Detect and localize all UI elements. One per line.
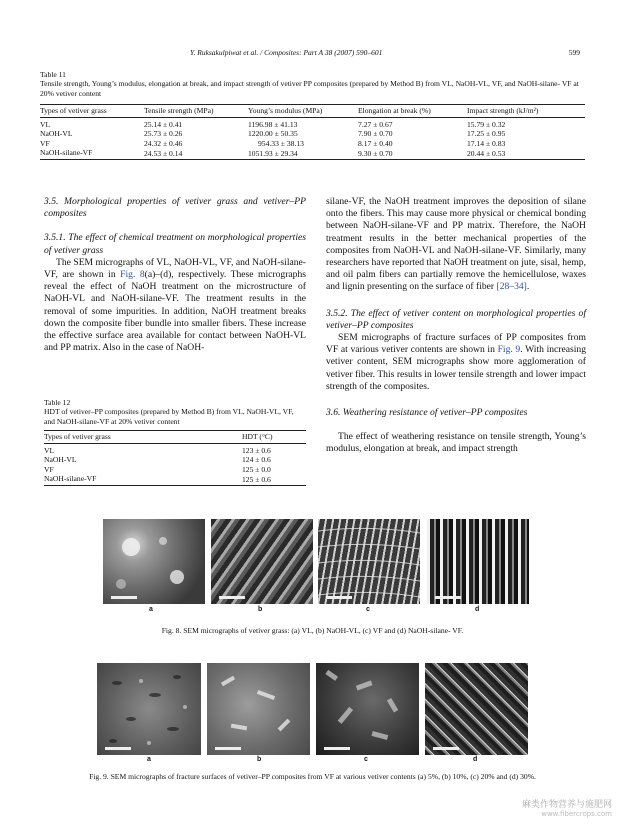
table12-header: HDT (°C): [242, 432, 273, 441]
text: . With increasing vetiver content, SEM micrographs show more agglomeration of vetiver fiber. This results in lower tensile strength and lower impact strength of the composites.: [326, 344, 586, 392]
table-cell: 9.30 ± 0.70: [358, 148, 393, 158]
table-cell: VF: [44, 464, 54, 474]
table-cell: VL: [40, 119, 51, 129]
table-cell: 7.27 ± 0.67: [358, 119, 393, 129]
table-cell: 24.53 ± 0.14: [144, 148, 183, 158]
reference-link[interactable]: [28–34]: [496, 281, 527, 293]
sem-texture: [316, 663, 419, 755]
table-cell: NaOH-silane-VF: [40, 148, 93, 158]
table-cell: 17.25 ± 0.95: [467, 129, 506, 139]
section-heading-3-5: 3.5. Morphological properties of vetiver grass and vetiver–PP composites: [44, 196, 306, 220]
fig8-panel-a: [103, 519, 205, 604]
table11-header: Young’s modulus (MPa): [248, 106, 323, 115]
fig9-panel-a: [97, 663, 201, 755]
panel-label: d: [475, 606, 480, 613]
fig9-link[interactable]: Fig. 9: [497, 344, 521, 356]
scale-bar: [435, 596, 461, 599]
scale-bar: [326, 596, 352, 599]
table-cell: NaOH-silane-VF: [44, 474, 97, 484]
text: silane-VF, the NaOH treatment improves the deposition of silane onto the fibers. This may cause more physical or chemical bonding between NaOH-silane-VF and PP matrix. Therefore, the NaOH treatment results in the better mechanical properties of the composites from NaOH-VL and NaOH-silane-VF. Similarly, many researchers have reported that NaOH treatment on jute, sisal, hemp, and oil palm fibers can partially remove the hemicellulose, waxes and lignin presenting on the surface of fiber: [326, 196, 586, 293]
panel-label: a: [149, 606, 153, 613]
fig8-caption: Fig. 8. SEM micrographs of vetiver grass: (a) VL, (b) NaOH-VL, (c) VF and (d) NaOH-silane- VF.: [161, 626, 464, 635]
table-cell: 25.73 ± 0.26: [144, 129, 183, 139]
table-row: [40, 117, 585, 129]
text: The SEM micrographs of VL, NaOH-VL, VF, and NaOH-silane-VF, are shown in: [44, 256, 306, 281]
table-cell: 25.14 ± 0.41: [144, 119, 183, 129]
section-heading-3-5-2: 3.5.2. The effect of vetiver content on morphological properties of vetiver–PP composites: [326, 307, 586, 331]
fig9-panel-c: [316, 663, 419, 755]
panel-label: c: [366, 606, 370, 613]
sem-texture: [103, 519, 205, 604]
table-cell: NaOH-VL: [40, 129, 73, 139]
sem-texture: [97, 663, 201, 755]
paragraph: The effect of weathering resistance on tensile strength, Young’s modulus, elongation at break, and impact strength: [326, 431, 586, 455]
table-cell: 20.44 ± 0.53: [467, 148, 506, 158]
scale-bar: [105, 747, 131, 750]
table-cell: 123 ± 0.6: [242, 445, 271, 455]
table11-header-row: [40, 105, 585, 118]
text: (a)–(d), respectively. These micrographs reveal the effect of NaOH treatment on the microstructure of NaOH-VL and NaOH-silane-VF. The treatment results in the removal of some impurities. In addition, NaOH treatment breaks down the composite fiber bundle into smaller fibers. These increase the effective surface area available for contact between NaOH-VL and PP matrix. Also in the case of NaOH-: [44, 269, 306, 354]
paragraph: [44, 257, 306, 355]
table11-header: Tensile strength (MPa): [144, 106, 214, 115]
table11-header: Types of vetiver grass: [40, 106, 107, 115]
paragraph: [326, 196, 586, 294]
table12-label: Table 12: [44, 398, 71, 407]
table-cell: NaOH-VL: [44, 455, 77, 465]
scale-bar: [111, 596, 137, 599]
fig8-panel-c: [318, 519, 420, 604]
text: SEM micrographs of fracture surfaces of PP composites from VF at various vetiver contents are shown in: [326, 332, 586, 356]
table-cell: 125 ± 0.0: [242, 464, 271, 474]
sem-texture: [318, 519, 420, 604]
table12-caption-block: [44, 398, 306, 426]
panel-label: d: [473, 756, 478, 763]
table-cell: 24.32 ± 0.46: [144, 138, 183, 148]
table-cell: 8.17 ± 0.40: [358, 138, 393, 148]
fig8-panel-d: [427, 519, 529, 604]
table11-label: Table 11: [40, 70, 66, 79]
section-heading-3-6: 3.6. Weathering resistance of vetiver–PP composites: [326, 407, 528, 419]
table-cell: 125 ± 0.6: [242, 474, 271, 484]
paragraph: [326, 332, 586, 393]
text: .: [526, 281, 530, 293]
table11-caption: Tensile strength, Young’s modulus, elongation at break, and impact strength of vetiver PP composites (prepared by Method B) from VL, NaOH-VL, VF, and NaOH-silane- VF at 20% vetiver content: [40, 79, 579, 98]
table-row: [44, 465, 306, 475]
panel-label: b: [257, 756, 262, 763]
table-cell: 1220.00 ± 50.35: [248, 129, 298, 139]
section-heading-3-5-1: 3.5.1. The effect of chemical treatment on morphological properties of vetiver grass: [44, 232, 306, 256]
scale-bar: [219, 596, 245, 599]
fig9-caption: Fig. 9. SEM micrographs of fracture surfaces of vetiver–PP composites from VF at various vetiver contents (a) 5%, (b) 10%, (c) 20% and (d) 30%.: [89, 772, 536, 781]
watermark-cn: 麻类作物营养与施肥网: [521, 800, 612, 810]
table11-header: Elongation at break (%): [358, 106, 431, 115]
table12-caption: HDT of vetiver–PP composites (prepared by Method B) from VL, NaOH-VL, VF, and NaOH-silane-VF at 20% vetiver content: [44, 407, 294, 426]
table-cell: 1196.98 ± 41.13: [248, 119, 298, 129]
table-cell: 17.14 ± 0.83: [467, 138, 506, 148]
panel-label: c: [364, 756, 368, 763]
table-cell: 1051.93 ± 29.34: [248, 148, 298, 158]
table-row: [44, 474, 306, 485]
panel-label: b: [258, 606, 263, 613]
fig9-panel-d: [425, 663, 528, 755]
panel-label: a: [147, 756, 151, 763]
watermark-url: www.fibercrops.com: [541, 810, 612, 818]
table-row: [44, 455, 306, 465]
table12-header-row: [44, 431, 306, 444]
fig8-panel-b: [211, 519, 313, 604]
right-column: [326, 196, 586, 456]
table-cell: VF: [40, 138, 50, 148]
page-number: 599: [568, 48, 580, 57]
table11: [40, 104, 585, 160]
scale-bar: [324, 747, 350, 750]
fig8-link[interactable]: Fig. 8: [120, 269, 145, 281]
table-row: [40, 148, 585, 159]
table12-header: Types of vetiver grass: [44, 432, 111, 441]
running-title: Y. Ruksakulpiwat et al. / Composites: Part A 38 (2007) 590–601: [190, 48, 383, 57]
table-cell: 124 ± 0.6: [242, 455, 271, 465]
table-row: [44, 443, 306, 455]
table-cell: VL: [44, 445, 55, 455]
table12: [44, 430, 306, 486]
table11-header: Impact strength (kJ/m²): [467, 106, 539, 115]
table-cell: 7.90 ± 0.70: [358, 129, 393, 139]
table-row: [40, 129, 585, 139]
fig9-panel-b: [207, 663, 310, 755]
table-cell: 954.33 ± 38.13: [258, 138, 304, 148]
left-column: [44, 196, 306, 354]
table11-caption-block: [40, 70, 585, 98]
table-row: [40, 139, 585, 149]
sem-texture: [207, 663, 310, 755]
table-cell: 15.79 ± 0.32: [467, 119, 506, 129]
scale-bar: [433, 747, 459, 750]
scale-bar: [215, 747, 241, 750]
